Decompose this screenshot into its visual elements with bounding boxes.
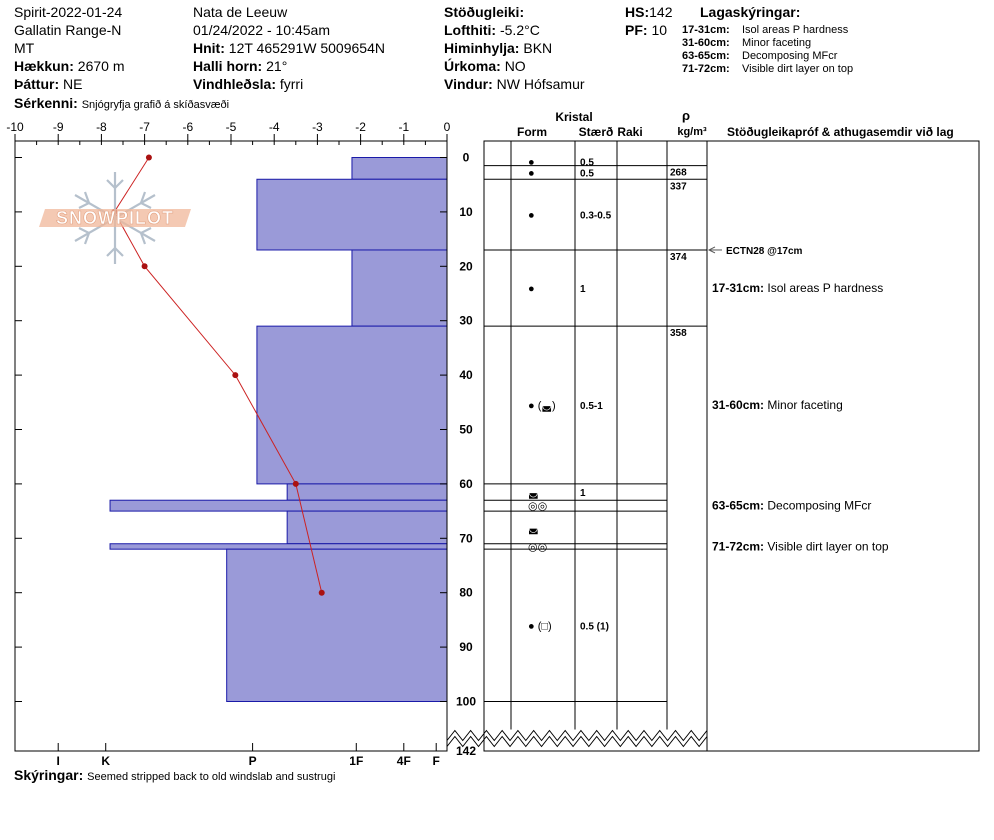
coordinates: Hnit: 12T 465291W 5009654N — [193, 40, 385, 56]
depth-tick-label: 20 — [459, 259, 473, 274]
hardness-bar — [227, 549, 447, 701]
layer-grain-form: ● (◛) — [528, 400, 556, 413]
header-moisture: Raki — [617, 125, 643, 139]
sky-cover: Himinhylja: BKN — [444, 40, 553, 56]
layer-comment: 31-60cm: Minor faceting — [712, 398, 843, 413]
depth-bottom-label: 142 — [455, 744, 477, 758]
layer-grain-size: 0.5-1 — [580, 401, 603, 413]
hardness-bar — [352, 158, 447, 180]
header-size: Stærð — [578, 125, 614, 139]
legend-item: 17-31cm: Isol areas P hardness — [682, 24, 849, 36]
temperature-point — [232, 372, 238, 378]
snowpilot-logo — [39, 172, 191, 264]
temperature-point — [319, 590, 325, 596]
layer-grain-size: 1 — [580, 488, 586, 500]
header-tests: Stöðugleikapróf & athugasemdir við lag — [727, 125, 954, 139]
layer-density: 358 — [670, 328, 687, 340]
header-crystal: Kristal — [555, 110, 593, 124]
hardness-bar — [287, 511, 447, 544]
layer-grain-size: 0.5 (1) — [580, 621, 609, 633]
layer-grain-form: ● — [528, 156, 535, 169]
layer-grain-form: ◎◎ — [528, 541, 548, 554]
wind: Vindur: NW Hófsamur — [444, 76, 585, 92]
elevation: Hækkun: 2670 m — [14, 58, 125, 74]
layer-grain-form: ◛ — [528, 522, 539, 535]
depth-tick-label: 70 — [459, 531, 473, 546]
depth-tick-label: 30 — [459, 313, 473, 328]
depth-tick-label: 90 — [459, 640, 473, 655]
foot-penetration: PF: 10 — [625, 22, 668, 38]
wind-loading: Vindhleðsla: fyrri — [193, 76, 304, 92]
temp-tick-label: -9 — [52, 120, 64, 134]
hardness-bar — [352, 250, 447, 326]
temperature-point — [146, 155, 152, 161]
layer-grain-form: ● — [528, 209, 535, 222]
hardness-tick-label: P — [248, 754, 257, 768]
table-frame — [484, 141, 979, 751]
header-rho-unit: kg/m³ — [677, 126, 707, 138]
break-zigzag — [447, 737, 707, 747]
air-temp: Lofthiti: -5.2°C — [444, 22, 540, 38]
slope-angle: Halli horn: 21° — [193, 58, 288, 74]
layer-grain-form: ● — [528, 167, 535, 180]
stability: Stöðugleiki: — [444, 4, 525, 20]
range-name: Gallatin Range-N — [14, 22, 122, 38]
precipitation: Úrkoma: NO — [444, 58, 526, 74]
layer-grain-size: 0.5 — [580, 157, 594, 169]
layer-comment: 63-65cm: Decomposing MFcr — [712, 498, 872, 513]
hardness-tick-label: I — [56, 754, 60, 768]
layer-grain-size: 1 — [580, 284, 586, 296]
depth-tick-label: 80 — [459, 585, 473, 600]
layer-grain-size: 0.5 — [580, 168, 594, 180]
depth-tick-label: 0 — [462, 150, 470, 165]
hardness-bar — [110, 544, 447, 549]
footer-comment: Skýringar: Seemed stripped back to old windslab and sustrugi — [14, 767, 336, 783]
state-name: MT — [14, 40, 35, 56]
depth-tick-label: 40 — [459, 368, 473, 383]
layer-comment: 71-72cm: Visible dirt layer on top — [712, 539, 889, 554]
layer-density: 337 — [670, 181, 687, 193]
logo-text: SNOWPILOT — [56, 208, 174, 228]
layer-grain-form: ● (□) — [528, 620, 552, 633]
temperature-point — [142, 263, 148, 269]
depth-tick-label: 60 — [459, 476, 473, 491]
temp-tick-label: -7 — [139, 120, 150, 134]
temp-tick-label: -3 — [312, 120, 323, 134]
test-result: ECTN28 @17cm — [726, 245, 803, 257]
header-form: Form — [517, 125, 547, 139]
depth-tick-label: 10 — [459, 204, 473, 219]
temp-tick-label: -10 — [6, 120, 24, 134]
hardness-bar — [257, 179, 447, 250]
layer-grain-size: 0.3-0.5 — [580, 210, 612, 222]
layer-density: 268 — [670, 167, 687, 179]
layer-grain-form: ● — [528, 283, 535, 296]
temp-tick-label: -1 — [398, 120, 410, 134]
site-name: Spirit-2022-01-24 — [14, 4, 123, 20]
legend-title: Lagaskýringar: — [700, 4, 801, 20]
legend-item: 71-72cm: Visible dirt layer on top — [682, 63, 854, 75]
temp-tick-label: -6 — [182, 120, 194, 134]
aspect: Þáttur: NE — [14, 76, 83, 92]
datetime: 01/24/2022 - 10:45am — [193, 22, 330, 38]
legend-item: 63-65cm: Decomposing MFcr — [682, 50, 838, 62]
feature: Sérkenni: Snjógryfja grafið á skíðasvæði — [14, 95, 230, 111]
snow-height: HS:142 — [625, 4, 673, 20]
hardness-bar — [257, 326, 447, 484]
layer-density: 374 — [670, 251, 687, 263]
depth-tick-label: 50 — [459, 422, 473, 437]
layer-grain-form: ◎◎ — [528, 500, 548, 513]
depth-tick-label: 100 — [455, 694, 477, 709]
temp-tick-label: -4 — [268, 120, 280, 134]
layer-grain-form: ◛ — [528, 487, 539, 500]
hardness-tick-label: F — [432, 754, 440, 768]
header-rho: ρ — [681, 108, 691, 123]
hardness-tick-label: K — [101, 754, 111, 768]
legend-item: 31-60cm: Minor faceting — [682, 37, 812, 49]
observer: Nata de Leeuw — [193, 4, 288, 20]
layer-comment: 17-31cm: Isol areas P hardness — [712, 281, 884, 296]
temperature-point — [293, 481, 299, 487]
hardness-tick-label: 4F — [396, 754, 411, 768]
break-zigzag — [447, 731, 707, 741]
hardness-tick-label: 1F — [349, 754, 364, 768]
temp-tick-label: -8 — [96, 120, 107, 134]
temp-tick-label: -2 — [355, 120, 366, 134]
temp-tick-label: 0 — [443, 120, 451, 134]
temp-tick-label: -5 — [225, 120, 237, 134]
hardness-bar — [287, 484, 447, 500]
hardness-bar — [110, 500, 447, 511]
